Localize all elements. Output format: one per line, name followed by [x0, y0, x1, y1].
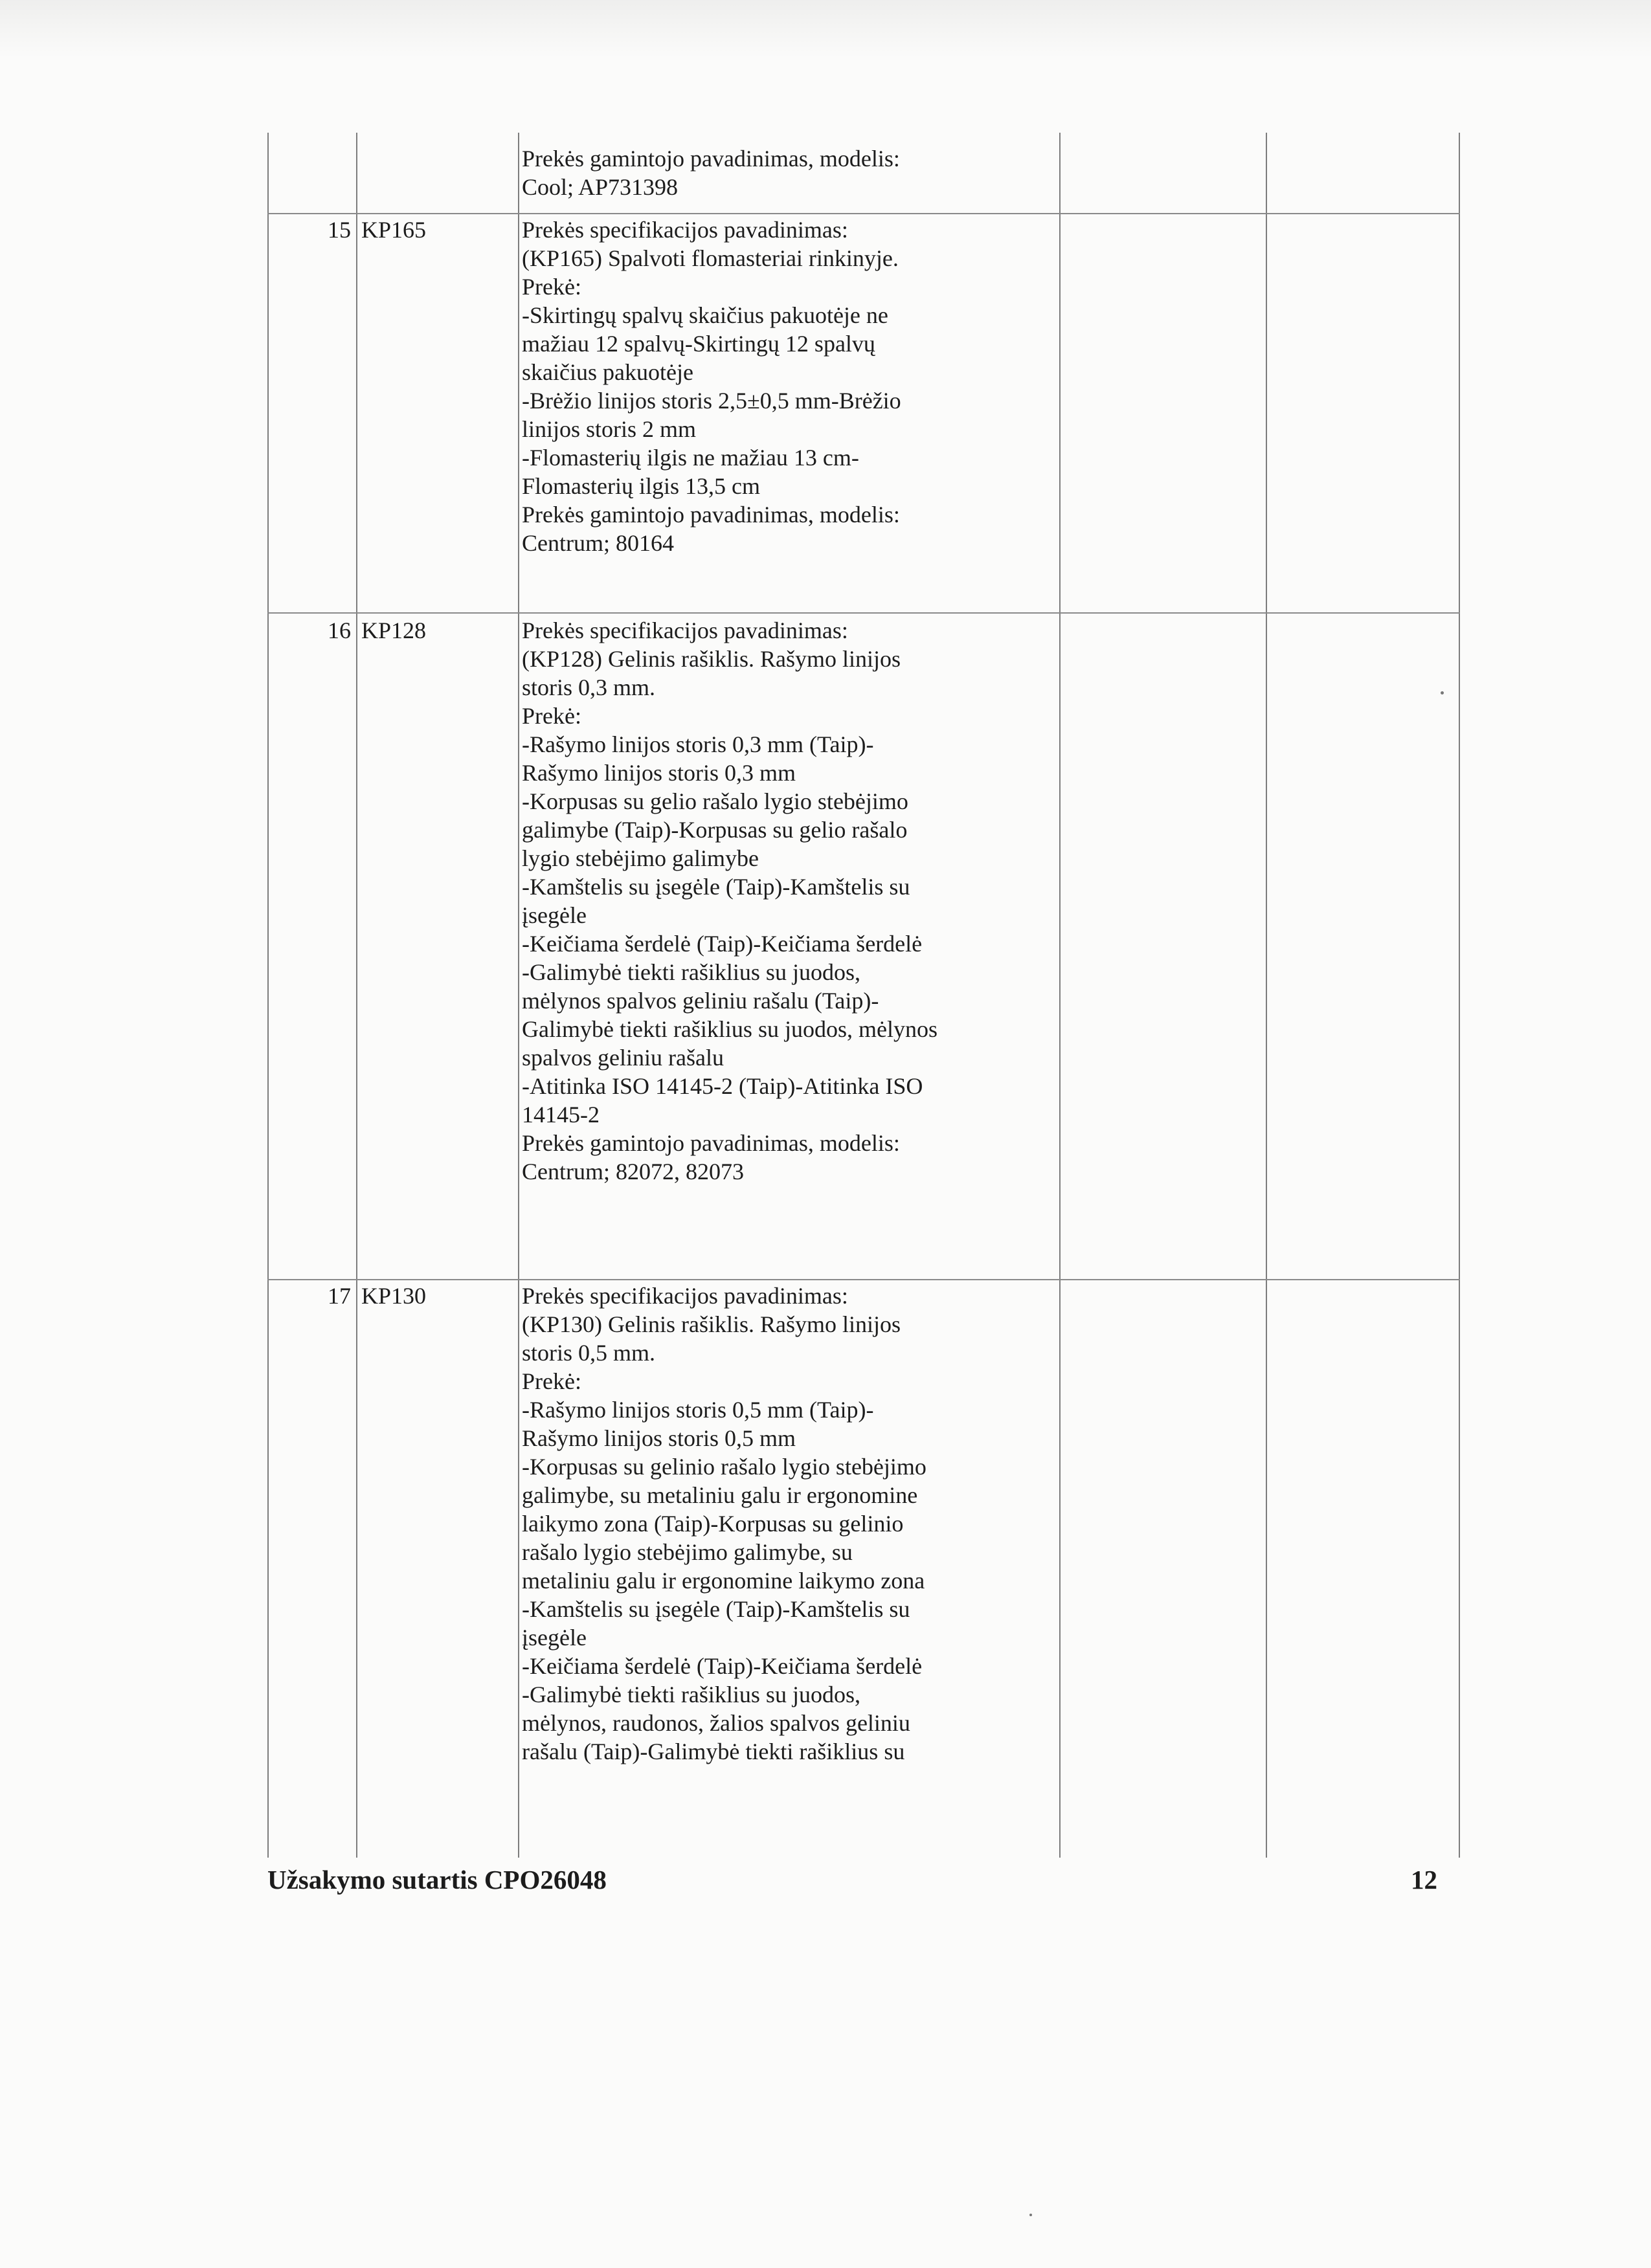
scan-speck [1441, 691, 1444, 695]
description-line: Prekės gamintojo pavadinimas, modelis: [522, 146, 900, 172]
description-line: -Atitinka ISO 14145-2 (Taip)-Atitinka ISO [522, 1073, 923, 1099]
description-line: Prekės gamintojo pavadinimas, modelis: [522, 502, 900, 528]
description-line: skaičius pakuotėje [522, 359, 693, 385]
description-cell [522, 216, 1053, 557]
description-line: linijos storis 2 mm [522, 416, 697, 442]
column-divider-code [518, 133, 519, 1858]
description-line: Rašymo linijos storis 0,5 mm [522, 1425, 796, 1451]
column-divider-number [356, 133, 357, 1858]
description-line: spalvos geliniu rašalu [522, 1045, 724, 1071]
description-line: Prekės specifikacijos pavadinimas: [522, 617, 848, 643]
description-line: -Flomasterių ilgis ne mažiau 13 cm- [522, 445, 859, 471]
description-line: Prekės gamintojo pavadinimas, modelis: [522, 1130, 900, 1156]
description-line: mėlynos, raudonos, žalios spalvos geliniu [522, 1710, 910, 1736]
description-line: Prekės specifikacijos pavadinimas: [522, 217, 848, 243]
description-line: -Rašymo linijos storis 0,3 mm (Taip)- [522, 731, 874, 757]
description-cell-continuation [522, 144, 1053, 201]
description-cell [522, 1282, 1053, 1766]
row-separator [267, 612, 1460, 614]
description-line: (KP165) Spalvoti flomasteriai rinkinyje. [522, 245, 899, 271]
description-line: galimybe (Taip)-Korpusas su gelio rašalo [522, 817, 908, 843]
description-line: Centrum; 80164 [522, 530, 674, 556]
description-line: (KP128) Gelinis rašiklis. Rašymo linijos [522, 646, 901, 672]
description-line: -Skirtingų spalvų skaičius pakuotėje ne [522, 302, 888, 328]
item-code: KP128 [361, 617, 427, 643]
item-code: KP165 [361, 217, 427, 243]
description-line: mėlynos spalvos geliniu rašalu (Taip)- [522, 988, 879, 1014]
description-line: -Keičiama šerdelė (Taip)-Keičiama šerdelė [522, 1653, 923, 1679]
description-line: Rašymo linijos storis 0,3 mm [522, 760, 796, 786]
description-line: Prekė: [522, 703, 581, 729]
description-line: -Kamštelis su įsegėle (Taip)-Kamštelis su [522, 1596, 910, 1622]
description-line: -Galimybė tiekti rašiklius su juodos, [522, 959, 860, 985]
description-line: įsegėle [522, 1625, 587, 1651]
description-line: -Korpusas su gelio rašalo lygio stebėjimo [522, 788, 908, 814]
table-border-left [267, 133, 269, 1858]
description-line: galimybe, su metaliniu galu ir ergonomine [522, 1482, 918, 1508]
table-border-right [1459, 133, 1460, 1858]
column-divider-unit [1266, 133, 1267, 1858]
description-line: 14145-2 [522, 1102, 600, 1128]
description-line: -Rašymo linijos storis 0,5 mm (Taip)- [522, 1397, 874, 1423]
description-line: Prekės specifikacijos pavadinimas: [522, 1283, 848, 1309]
scan-speck [1029, 2214, 1032, 2216]
description-line: Flomasterių ilgis 13,5 cm [522, 473, 760, 499]
description-cell [522, 616, 1053, 1186]
description-line: -Brėžio linijos storis 2,5±0,5 mm-Brėžio [522, 388, 901, 414]
description-line: laikymo zona (Taip)-Korpusas su gelinio [522, 1511, 904, 1537]
description-line: Galimybė tiekti rašiklius su juodos, mėlynos [522, 1016, 938, 1042]
description-line: Cool; AP731398 [522, 174, 679, 200]
column-divider-description [1059, 133, 1061, 1858]
description-line: Prekė: [522, 1368, 581, 1394]
description-line: -Kamštelis su įsegėle (Taip)-Kamštelis su [522, 874, 910, 900]
description-line: lygio stebėjimo galimybe [522, 845, 759, 871]
description-line: Centrum; 82072, 82073 [522, 1159, 744, 1184]
row-number: 15 [328, 217, 351, 243]
description-line: -Keičiama šerdelė (Taip)-Keičiama šerdelė [522, 931, 923, 957]
description-line: storis 0,5 mm. [522, 1340, 656, 1366]
row-separator [267, 213, 1460, 214]
row-separator [267, 1279, 1460, 1280]
description-line: (KP130) Gelinis rašiklis. Rašymo linijos [522, 1311, 901, 1337]
description-line: metaliniu galu ir ergonomine laikymo zona [522, 1568, 925, 1594]
description-line: rašalu (Taip)-Galimybė tiekti rašiklius su [522, 1739, 905, 1764]
description-line: -Galimybė tiekti rašiklius su juodos, [522, 1682, 860, 1707]
description-line: rašalo lygio stebėjimo galimybe, su [522, 1539, 853, 1565]
description-line: -Korpusas su gelinio rašalo lygio stebėjimo [522, 1454, 927, 1480]
item-code: KP130 [361, 1283, 427, 1309]
description-line: storis 0,3 mm. [522, 674, 656, 700]
row-number: 16 [328, 617, 351, 643]
description-line: Prekė: [522, 274, 581, 300]
footer-document-title: Užsakymo sutartis CPO26048 [267, 1865, 607, 1895]
description-line: mažiau 12 spalvų-Skirtingų 12 spalvų [522, 331, 875, 357]
footer-page-number: 12 [1411, 1865, 1437, 1895]
description-line: įsegėle [522, 902, 587, 928]
row-number: 17 [328, 1283, 351, 1309]
